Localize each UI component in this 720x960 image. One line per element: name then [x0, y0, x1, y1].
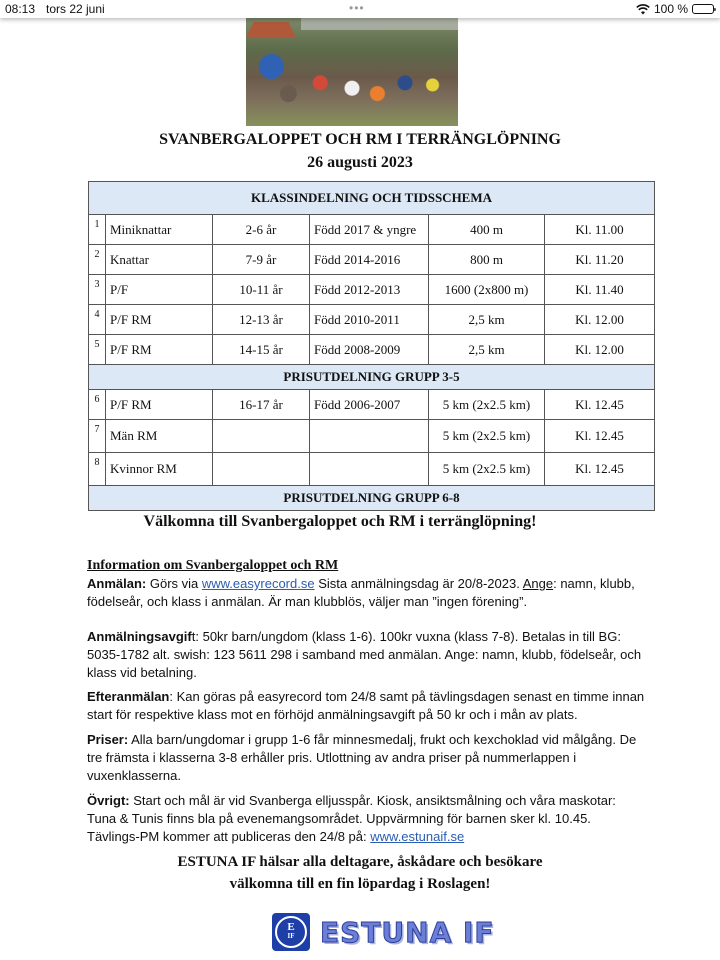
estunaif-link[interactable]: www.estunaif.se: [370, 829, 465, 844]
cell-time: Kl. 12.00: [545, 305, 655, 335]
emblem-circle: [275, 916, 307, 948]
cell-num: 8: [89, 453, 106, 486]
schedule-heading-row: [89, 182, 655, 215]
cell-age: 10-11 år: [213, 275, 310, 305]
multitasking-dots-icon[interactable]: •••: [349, 1, 365, 15]
cell-age: 2-6 år: [213, 215, 310, 245]
cell-num: 5: [89, 335, 106, 365]
cell-distance: 800 m: [429, 245, 545, 275]
status-date: tors 22 juni: [46, 2, 105, 16]
photo-tent: [246, 22, 296, 38]
easyrecord-link[interactable]: www.easyrecord.se: [201, 576, 315, 591]
cell-time: Kl. 12.45: [545, 420, 655, 453]
cell-distance: 400 m: [429, 215, 545, 245]
schedule-row: [89, 453, 655, 486]
schedule-row: [89, 420, 655, 453]
ange-label: Ange: [522, 576, 554, 591]
schedule-row: [89, 390, 655, 420]
efteranmalan-text: : Kan göras på easyrecord tom 24/8 samt på tävlingsdagen senast en timme innan start för respektive klass mot en förhöjd anmälningsavgift på 50 kr och i mån av plats.: [87, 689, 645, 722]
photo-sky: [301, 18, 458, 30]
cell-time: Kl. 12.00: [545, 335, 655, 365]
cell-born: Född 2012-2013: [310, 275, 429, 305]
cell-class: Män RM: [106, 420, 213, 453]
battery-icon: [692, 4, 714, 14]
cell-age: 7-9 år: [213, 245, 310, 275]
cell-distance: 2,5 km: [429, 305, 545, 335]
cell-born: Född 2006-2007: [310, 390, 429, 420]
cell-class: Kvinnor RM: [106, 453, 213, 486]
cell-age: 12-13 år: [213, 305, 310, 335]
cell-num: 3: [89, 275, 106, 305]
cell-age: [213, 420, 310, 453]
cell-distance: 5 km (2x2.5 km): [429, 420, 545, 453]
cell-distance: 1600 (2x800 m): [429, 275, 545, 305]
cell-born: [310, 420, 429, 453]
priser-paragraph: [87, 731, 647, 785]
schedule-row: [89, 335, 655, 365]
closing-line-1: ESTUNA IF hälsar alla deltagare, åskådare och besökare: [177, 854, 543, 870]
estuna-if-logo: [272, 913, 495, 951]
cell-age: 16-17 år: [213, 390, 310, 420]
battery-percent: 100 %: [653, 2, 688, 16]
ovrigt-paragraph: [87, 792, 647, 846]
prize-group-row: [89, 365, 655, 390]
anmalan-text-2: Sista anmälningsdag är 20/8-2023.: [314, 576, 523, 591]
cell-time: Kl. 11.20: [545, 245, 655, 275]
club-emblem-icon: [272, 913, 310, 951]
emblem-sub: IF: [287, 932, 295, 940]
cell-time: Kl. 12.45: [545, 453, 655, 486]
priser-label: Priser:: [87, 732, 129, 747]
prize-group-label: PRISUTDELNING GRUPP 3-5: [89, 365, 655, 390]
status-right: [636, 2, 714, 16]
schedule-row: [89, 305, 655, 335]
document-title: SVANBERGALOPPET OCH RM I TERRÄNGLÖPNING: [159, 131, 561, 148]
cell-num: 2: [89, 245, 106, 275]
event-photo: [246, 18, 458, 126]
info-heading: Information om Svanbergaloppet och RM: [87, 558, 339, 573]
cell-time: Kl. 11.00: [545, 215, 655, 245]
cell-class: P/F RM: [106, 305, 213, 335]
cell-age: 14-15 år: [213, 335, 310, 365]
logo-wordmark: ESTUNA IF: [320, 915, 495, 949]
cell-distance: 5 km (2x2.5 km): [429, 453, 545, 486]
ovrigt-text: Start och mål är vid Svanberga elljusspår. Kiosk, ansiktsmålning och våra maskotar: Tuna & Tunis finns bla på evenemangsområdet. Uppvärmning för barnen sker kl. 10.45. Tävlings-PM kommer att publiceras den 24/8 på:: [87, 793, 616, 844]
cell-age: [213, 453, 310, 486]
anmalan-paragraph: [87, 575, 647, 611]
cell-time: Kl. 12.45: [545, 390, 655, 420]
cell-time: Kl. 11.40: [545, 275, 655, 305]
cell-num: 4: [89, 305, 106, 335]
wifi-icon: [636, 4, 650, 15]
schedule-table: [88, 181, 655, 511]
schedule-row: [89, 275, 655, 305]
cell-distance: 5 km (2x2.5 km): [429, 390, 545, 420]
cell-num: 1: [89, 215, 106, 245]
schedule-row: [89, 215, 655, 245]
cell-class: Miniknattar: [106, 215, 213, 245]
cell-class: P/F RM: [106, 335, 213, 365]
cell-class: P/F RM: [106, 390, 213, 420]
priser-text: Alla barn/ungdomar i grupp 1-6 får minnesmedalj, frukt och kexchoklad vid målgång. De tre främsta i klasserna 3-8 erhåller pris. Utlottning av andra priser på nummerlappen i vuxenklasserna.: [87, 732, 637, 783]
prize-group-label: PRISUTDELNING GRUPP 6-8: [89, 486, 655, 511]
avgift-text: : 50kr barn/ungdom (klass 1-6). 100kr vuxna (klass 7-8). Betalas in till BG: 5035-1782 alt. swish: 123 5611 298 i samband med anmälan. Ange: namn, klubb, födelseår, och klass vid betalning.: [87, 629, 642, 680]
anmalan-label: Anmälan:: [87, 576, 147, 591]
cell-class: Knattar: [106, 245, 213, 275]
efteranmalan-label: Efteranmälan: [87, 689, 170, 704]
avgift-paragraph: [87, 628, 647, 682]
prize-group-row: [89, 486, 655, 511]
efteranmalan-paragraph: [87, 688, 647, 724]
welcome-heading: Välkomna till Svanbergaloppet och RM i terränglöpning!: [143, 513, 537, 530]
cell-distance: 2,5 km: [429, 335, 545, 365]
schedule-heading: KLASSINDELNING OCH TIDSSCHEMA: [89, 182, 655, 215]
cell-class: P/F: [106, 275, 213, 305]
anmalan-text-3: : namn, klubb, födelseår, och klass i anmälan. Är man klubblös, väljer man ”ingen förening”.: [87, 576, 635, 609]
cell-born: Född 2017 & yngre: [310, 215, 429, 245]
cell-born: Född 2010-2011: [310, 305, 429, 335]
event-date: 26 augusti 2023: [307, 154, 413, 171]
cell-num: 7: [89, 420, 106, 453]
status-time: 08:13: [5, 2, 36, 16]
schedule-row: [89, 245, 655, 275]
status-bar: [0, 0, 720, 18]
cell-born: [310, 453, 429, 486]
cell-born: Född 2014-2016: [310, 245, 429, 275]
ovrigt-label: Övrigt:: [87, 793, 130, 808]
cell-num: 6: [89, 390, 106, 420]
avgift-label-tail: t: [191, 629, 196, 644]
avgift-label: Anmälningsavgif: [87, 629, 192, 644]
closing-line-2: välkomna till en fin löpardag i Roslagen!: [229, 876, 491, 892]
cell-born: Född 2008-2009: [310, 335, 429, 365]
emblem-letter: E: [287, 921, 295, 933]
anmalan-text-1: Görs via: [146, 576, 202, 591]
